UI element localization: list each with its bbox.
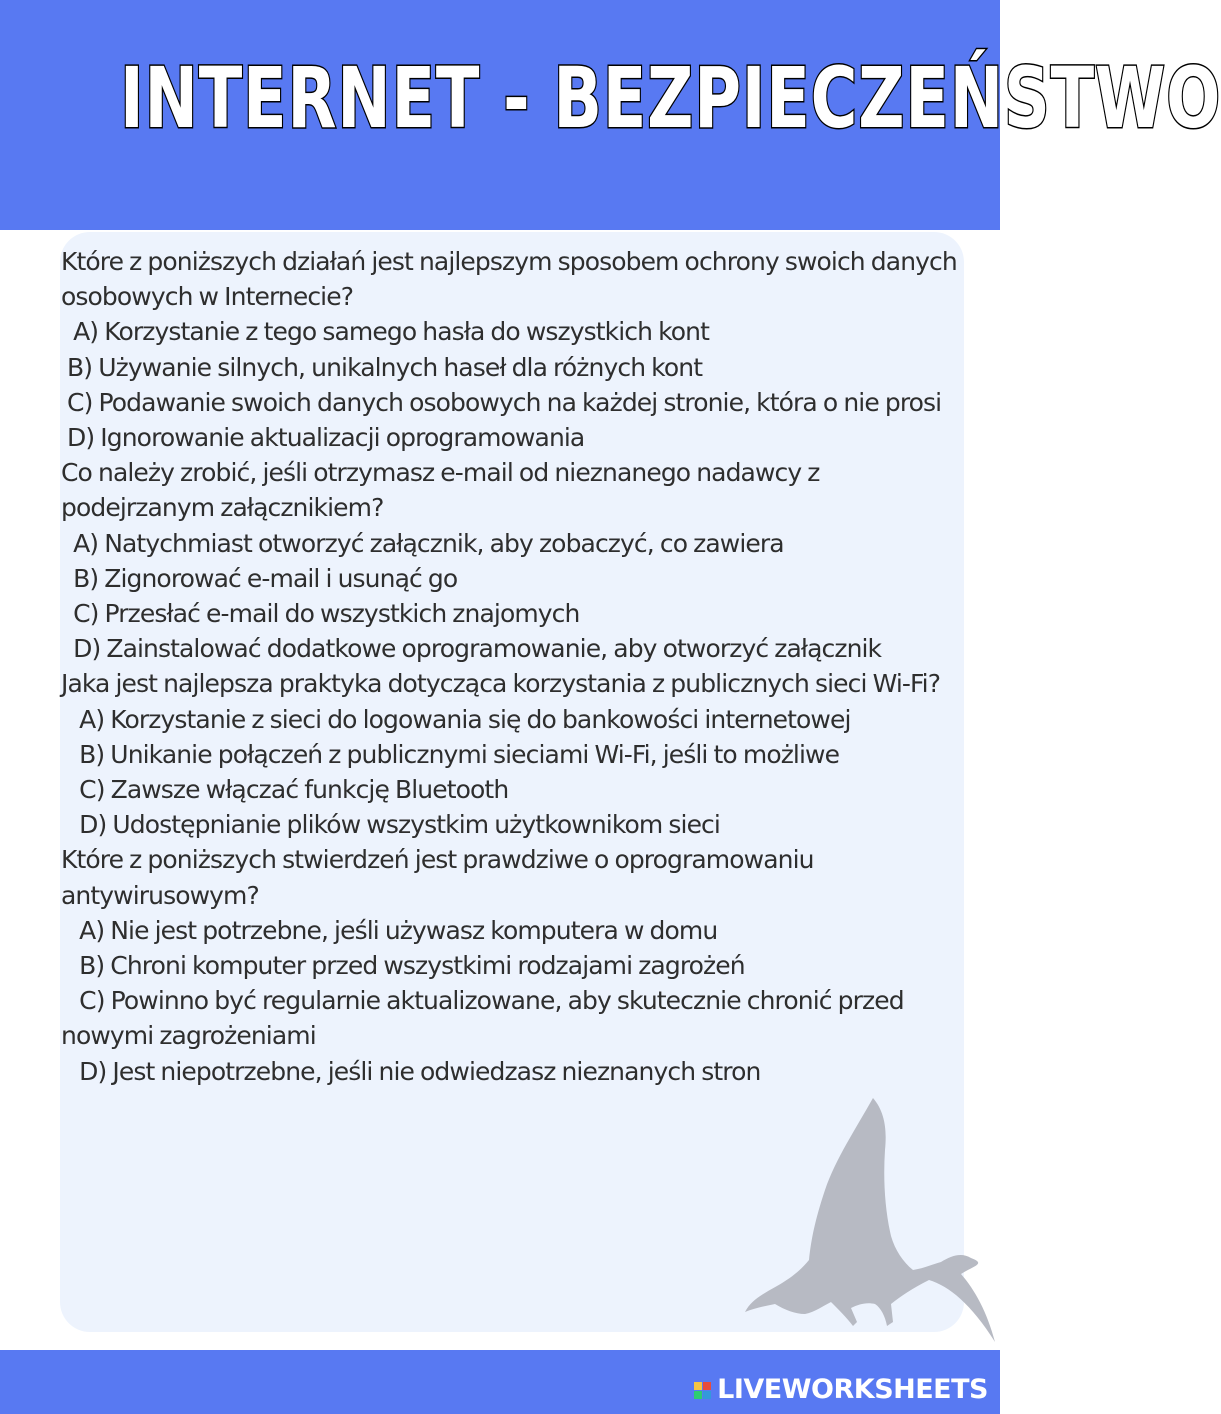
dragon-silhouette-icon <box>735 1090 1000 1350</box>
answer-option[interactable]: A) Nie jest potrzebne, jeśli używasz komputera w domu <box>61 915 718 945</box>
answer-option[interactable]: B) Unikanie połączeń z publicznymi sieciami Wi-Fi, jeśli to możliwe <box>61 739 840 769</box>
answer-option[interactable]: C) Podawanie swoich danych osobowych na każdej stronie, która o nie prosi <box>61 387 942 417</box>
answer-option[interactable]: B) Używanie silnych, unikalnych haseł dla różnych kont <box>61 352 703 382</box>
question-list <box>61 244 966 1089</box>
answer-option[interactable]: C) Przesłać e-mail do wszystkich znajomych <box>61 599 580 629</box>
logo-text: LIVEWORKSHEETS <box>717 1374 988 1405</box>
question-text: Które z poniższych stwierdzeń jest prawdziwe o oprogramowaniu antywirusowym? <box>61 845 814 910</box>
header-banner <box>0 0 1221 230</box>
question-2 <box>61 455 966 666</box>
answer-option[interactable]: D) Ignorowanie aktualizacji oprogramowania <box>61 423 585 453</box>
liveworksheets-logo[interactable] <box>694 1373 988 1407</box>
question-text: Co należy zrobić, jeśli otrzymasz e-mail od nieznanego nadawcy z podejrzanym załącznikiem? <box>61 458 820 523</box>
logo-mark-icon <box>694 1382 711 1399</box>
answer-option[interactable]: D) Jest niepotrzebne, jeśli nie odwiedzasz nieznanych stron <box>61 1056 761 1086</box>
answer-option[interactable]: A) Korzystanie z sieci do logowania się do bankowości internetowej <box>61 704 851 734</box>
answer-option[interactable]: A) Korzystanie z tego samego hasła do wszystkich kont <box>61 317 710 347</box>
question-4 <box>61 842 966 1088</box>
answer-option[interactable]: D) Zainstalować dodatkowe oprogramowanie, aby otworzyć załącznik <box>61 634 882 664</box>
answer-option[interactable]: A) Natychmiast otworzyć załącznik, aby zobaczyć, co zawiera <box>61 528 784 558</box>
question-1 <box>61 244 966 455</box>
question-3 <box>61 666 966 842</box>
question-text: Jaka jest najlepsza praktyka dotycząca korzystania z publicznych sieci Wi-Fi? <box>61 669 941 699</box>
question-text: Które z poniższych działań jest najlepszym sposobem ochrony swoich danych osobowych w Internecie? <box>61 247 957 312</box>
answer-option[interactable]: C) Zawsze włączać funkcję Bluetooth <box>61 775 509 805</box>
answer-option[interactable]: B) Zignorować e-mail i usunąć go <box>61 563 458 593</box>
answer-option[interactable]: C) Powinno być regularnie aktualizowane, aby skutecznie chronić przed nowymi zagrożeniami <box>61 986 910 1051</box>
answer-option[interactable]: D) Udostępnianie plików wszystkim użytkownikom sieci <box>61 810 720 840</box>
page-title: INTERNET - BEZPIECZEŃSTWO <box>120 49 1221 147</box>
answer-option[interactable]: B) Chroni komputer przed wszystkimi rodzajami zagrożeń <box>61 951 745 981</box>
